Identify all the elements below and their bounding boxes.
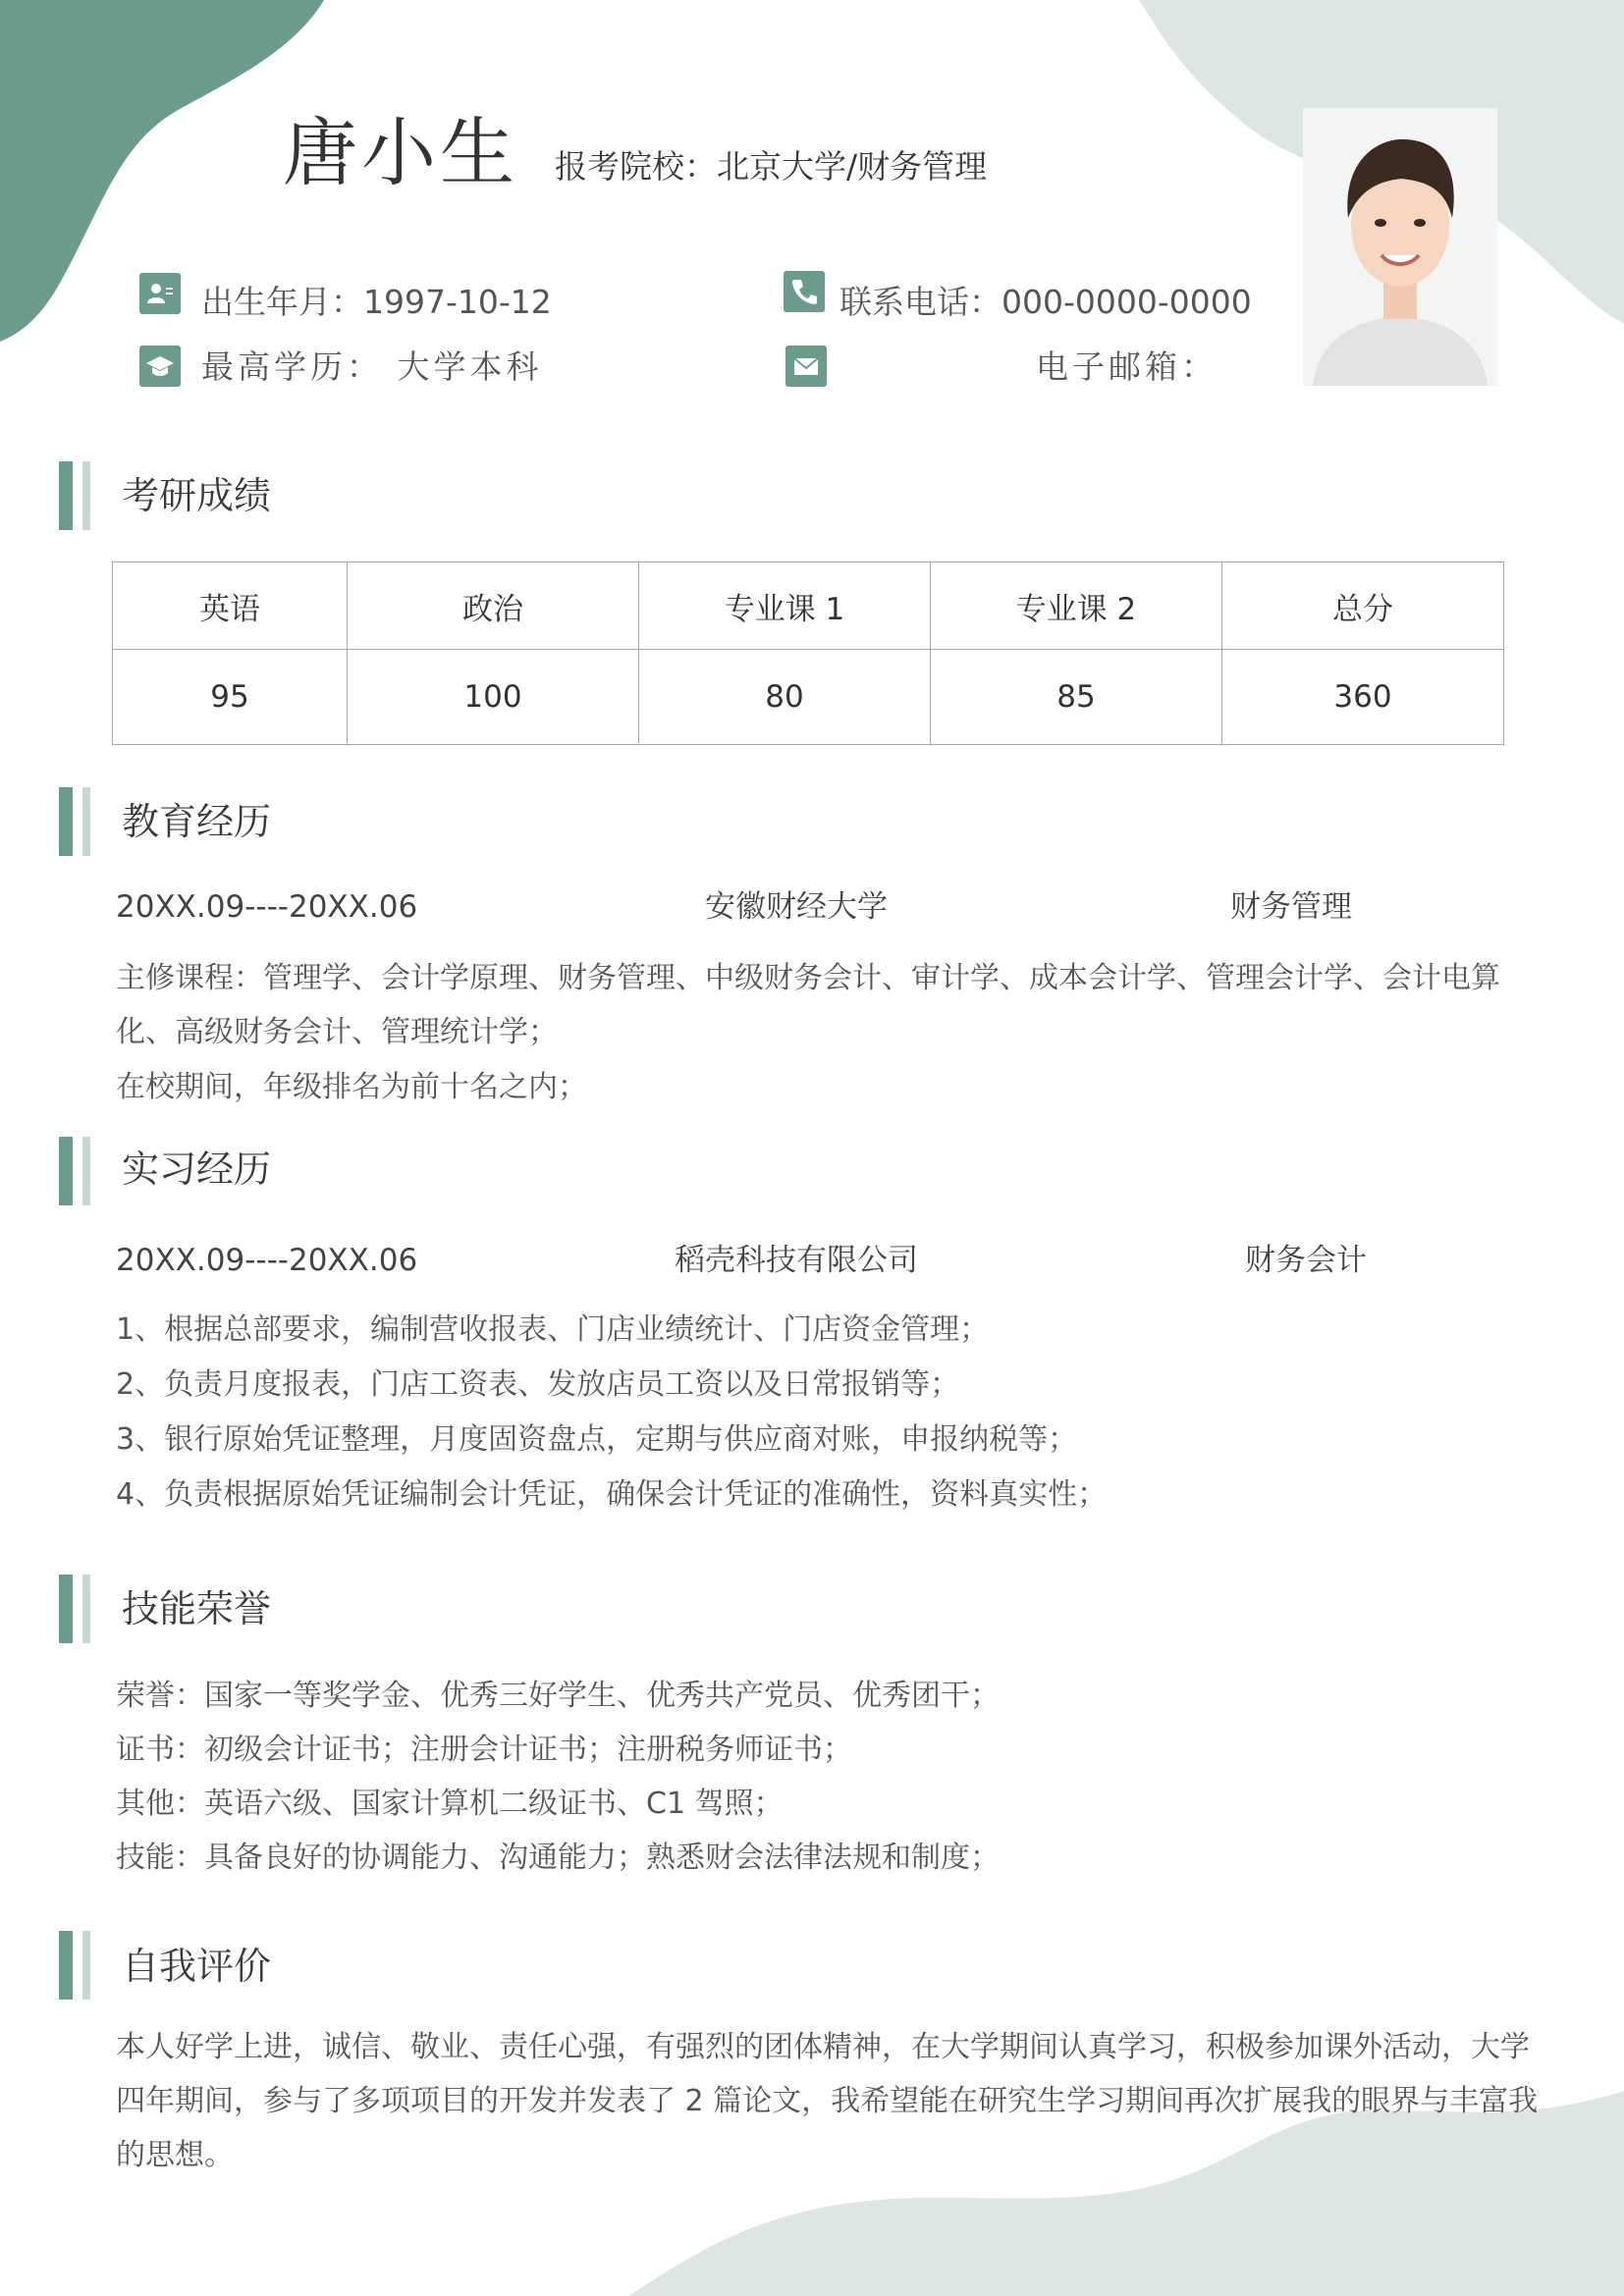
table-cell: 100 <box>348 650 639 745</box>
list-item: 其他：英语六级、国家计算机二级证书、C1 驾照； <box>116 1787 784 1821</box>
list-item: 技能：具备良好的协调能力、沟通能力；熟悉财会法律法规和制度； <box>116 1841 1000 1875</box>
phone-number: 联系电话：000-0000-0000 <box>839 283 1252 321</box>
email: 电子邮箱： <box>1036 347 1218 386</box>
education-rank: 在校期间，年级排名为前十名之内； <box>116 1070 587 1104</box>
table-cell: 80 <box>639 650 931 745</box>
table-header-cell: 总分 <box>1222 562 1504 650</box>
birth-date: 出生年月：1997-10-12 <box>201 283 552 321</box>
section-marker-light <box>82 1575 90 1643</box>
target-school: 报考院校：北京大学/财务管理 <box>555 147 988 186</box>
education-courses: 主修课程：管理学、会计学原理、财务管理、中级财务会计、审计学、成本会计学、管理会计学、会计电算化、高级财务会计、管理统计学； <box>116 961 1500 1049</box>
section-marker <box>59 461 73 530</box>
section-marker-light <box>82 1931 90 2000</box>
education-period: 20XX.09----20XX.06 <box>116 889 418 925</box>
table-header-cell: 政治 <box>348 562 639 650</box>
table-header-cell: 专业课 2 <box>931 562 1222 650</box>
list-item: 4、负责根据原始凭证编制会计凭证，确保会计凭证的准确性，资料真实性； <box>116 1477 1108 1512</box>
list-item: 1、根据总部要求，编制营收报表、门店业绩统计、门店资金管理； <box>116 1312 990 1347</box>
education-major: 财务管理 <box>1230 889 1352 925</box>
table-header-row <box>113 562 1504 650</box>
user-icon <box>139 273 181 314</box>
list-item: 2、负责月度报表，门店工资表、发放店员工资以及日常报销等； <box>116 1367 960 1402</box>
graduation-cap-icon <box>139 346 181 387</box>
profile-photo <box>1303 108 1497 386</box>
section-marker-light <box>82 1137 90 1205</box>
table-header-cell: 专业课 1 <box>639 562 931 650</box>
internship-role: 财务会计 <box>1245 1243 1367 1278</box>
table-header-cell: 英语 <box>113 562 348 650</box>
section-title-internship: 实习经历 <box>122 1148 272 1191</box>
section-marker <box>59 1931 73 2000</box>
list-item: 3、银行原始凭证整理，月度固资盘点，定期与供应商对账，申报纳税等； <box>116 1422 1078 1457</box>
mail-icon <box>785 346 827 387</box>
internship-period: 20XX.09----20XX.06 <box>116 1243 418 1278</box>
score-table <box>112 561 1504 745</box>
section-title-self-eval: 自我评价 <box>122 1945 272 1988</box>
self-evaluation-text: 本人好学上进，诚信、敬业、责任心强，有强烈的团体精神，在大学期间认真学习，积极参加课外活动，大学四年期间，参与了多项项目的开发并发表了 2 篇论文，我希望能在研究生学习期间再次扩展我的眼界与丰富我的思想。 <box>116 2030 1539 2172</box>
table-cell: 95 <box>113 650 348 745</box>
section-marker <box>59 1575 73 1643</box>
section-title-scores: 考研成绩 <box>122 474 272 517</box>
table-cell: 85 <box>931 650 1222 745</box>
section-marker <box>59 787 73 856</box>
list-item: 证书：初级会计证书；注册会计证书；注册税务师证书； <box>116 1733 852 1767</box>
list-item: 荣誉：国家一等奖学金、优秀三好学生、优秀共产党员、优秀团干； <box>116 1679 1000 1713</box>
phone-icon <box>784 271 825 312</box>
table-cell: 360 <box>1222 650 1504 745</box>
section-title-education: 教育经历 <box>122 800 272 843</box>
candidate-name: 唐小生 <box>283 109 518 196</box>
section-marker-light <box>82 461 90 530</box>
table-row <box>113 650 1504 745</box>
section-marker <box>59 1137 73 1205</box>
education-school: 安徽财经大学 <box>705 889 888 925</box>
section-marker-light <box>82 787 90 856</box>
education-level: 最高学历： 大学本科 <box>201 347 543 386</box>
section-title-skills: 技能荣誉 <box>122 1587 272 1630</box>
internship-company: 稻壳科技有限公司 <box>675 1243 918 1278</box>
